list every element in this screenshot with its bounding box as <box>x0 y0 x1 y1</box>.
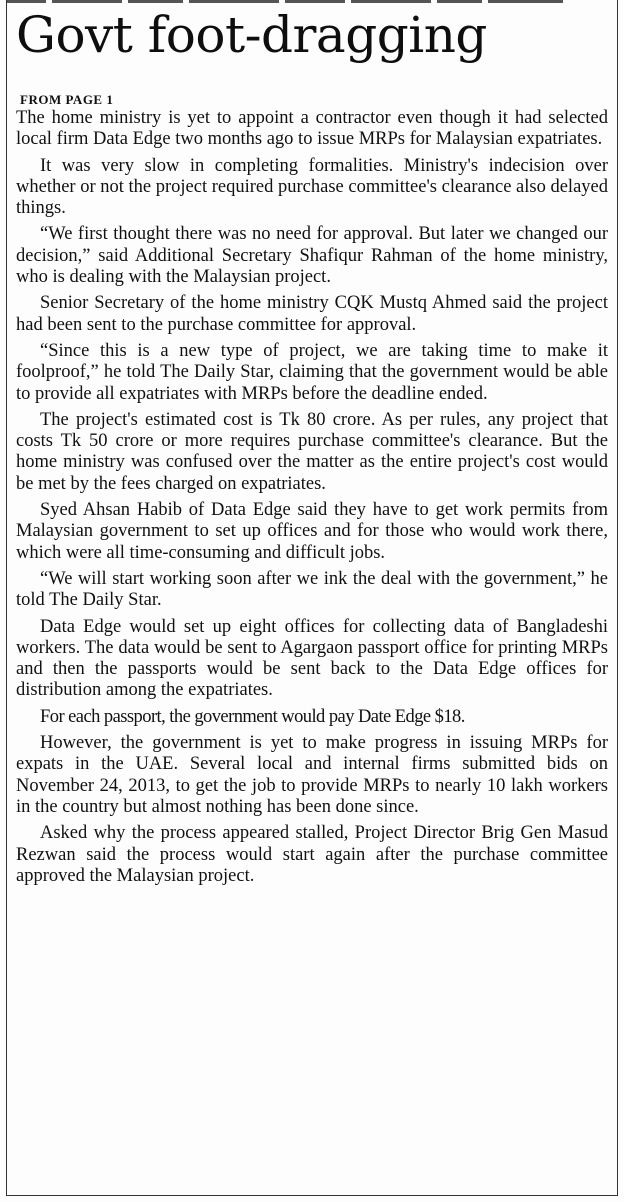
paragraph: The project's estimated cost is Tk 80 crore. As per rules, any project that costs Tk 50 crore or more requires purchase committee's clearance. But the home ministry was confused over the matter as the entire project's cost would be met by the fees charged on expatriates. <box>16 409 608 494</box>
headline: Govt foot-dragging <box>16 6 487 64</box>
paragraph: However, the government is yet to make progress in issuing MRPs for expats in the UAE. Several local and internal firms submitted bids on November 24, 2013, to get the job to provide MRPs to nearly 10 lakh workers in the country but almost nothing has been done since. <box>16 733 608 817</box>
paragraph: For each passport, the government would pay Date Edge $18. <box>40 706 465 727</box>
article-body <box>16 108 608 887</box>
paragraph: “We first thought there was no need for approval. But later we changed our decision,” said Additional Secretary Shafiqur Rahman of the home ministry, who is dealing with the Malaysian project. <box>16 224 608 288</box>
paragraph: The home ministry is yet to appoint a contractor even though it had selected local firm Data Edge two months ago to issue MRPs for Malaysian expatriates. <box>16 108 608 150</box>
paragraph: Syed Ahsan Habib of Data Edge said they have to get work permits from Malaysian government to set up offices and for those who would work there, which were all time-consuming and difficult jobs. <box>16 500 608 563</box>
paragraph: It was very slow in completing formalities. Ministry's indecision over whether or not the project required purchase committee's clearance also delayed things. <box>16 155 608 219</box>
paragraph: “We will start working soon after we ink the deal with the government,” he told The Daily Star. <box>16 568 608 611</box>
paragraph: Senior Secretary of the home ministry CQK Mustq Ahmed said the project had been sent to the purchase committee for approval. <box>16 293 608 335</box>
paragraph: Data Edge would set up eight offices for collecting data of Bangladeshi workers. The data would be sent to Agargaon passport office for printing MRPs and then the passports would be sent back to the Data Edge offices for distribution among the expatriates. <box>16 616 608 701</box>
paragraph: “Since this is a new type of project, we are taking time to make it foolproof,” he told The Daily Star, claiming that the government would be able to provide all expatriates with MRPs before the deadline ended. <box>16 340 608 404</box>
article <box>16 6 610 892</box>
paragraph: Asked why the process appeared stalled, Project Director Brig Gen Masud Rezwan said the process would start again after the purchase committee approved the Malaysian project. <box>16 823 608 886</box>
continuation-kicker: FROM PAGE 1 <box>20 92 114 107</box>
